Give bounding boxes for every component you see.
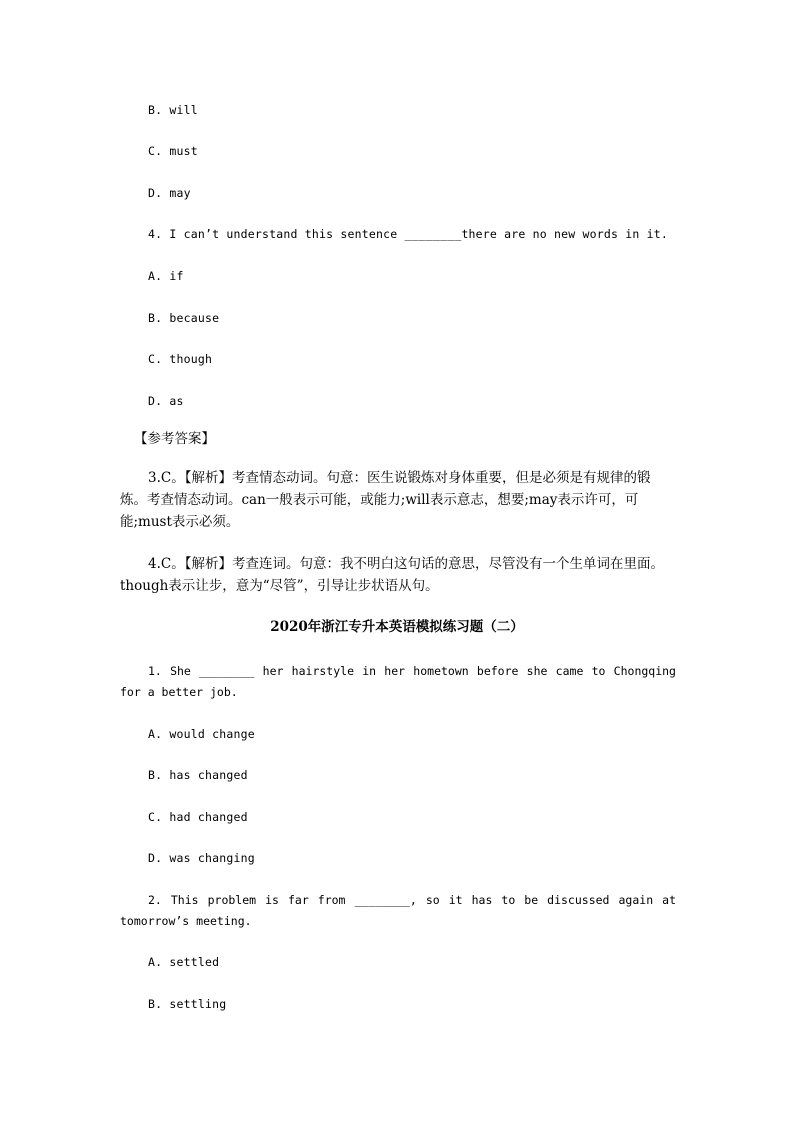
answer-3-explanation: 3.C。【解析】考查情态动词。句意：医生说锻炼对身体重要，但是必须是有规律的锻炼。考查情态动词。can一般表示可能，或能力;will表示意志，想要;may表示许可，可能;must表示必须。	[120, 470, 651, 530]
s2-question-2-stem: 2. This problem is far from ________, so it has to be discussed again at tomorrow’s meeting.	[120, 893, 676, 928]
option-3b: B. will	[148, 103, 198, 117]
s2-option-2b: B. settling	[148, 997, 227, 1011]
s2-option-1b: B. has changed	[148, 768, 248, 782]
option-3d: D. may	[148, 186, 191, 200]
answer-heading: 【参考答案】	[134, 431, 215, 447]
s2-option-1d: D. was changing	[148, 851, 255, 865]
s2-option-1a: A. would change	[148, 727, 255, 741]
option-4a: A. if	[148, 269, 184, 283]
option-4c: C. though	[148, 352, 213, 366]
option-4d: D. as	[148, 394, 184, 408]
option-3c: C. must	[148, 144, 198, 158]
s2-option-2a: A. settled	[148, 955, 220, 969]
question-4-stem: 4. I can’t understand this sentence ________there are no new words in it.	[148, 227, 669, 241]
section-title: 2020年浙江专升本英语模拟练习题（二）	[270, 619, 524, 635]
option-4b: B. because	[148, 311, 220, 325]
answer-4-explanation: 4.C。【解析】考查连词。句意：我不明白这句话的意思，尽管没有一个生单词在里面。though表示让步，意为“尽管”，引导让步状语从句。	[120, 556, 664, 594]
s2-question-1-stem: 1. She ________ her hairstyle in her hometown before she came to Chongqing for a better job.	[120, 664, 676, 699]
s2-option-1c: C. had changed	[148, 810, 248, 824]
